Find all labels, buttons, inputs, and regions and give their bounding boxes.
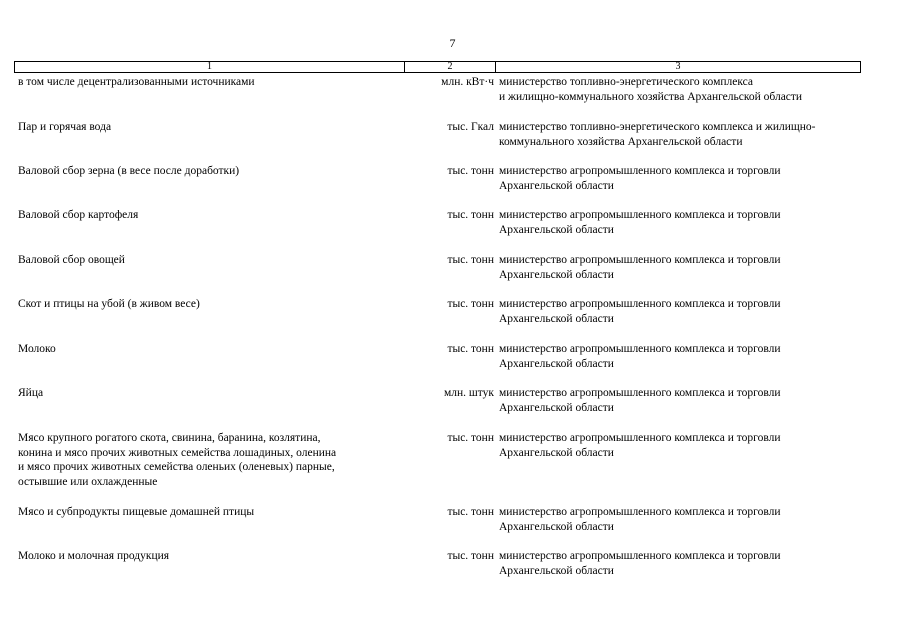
row-name: Скот и птицы на убой (в живом весе) [18, 298, 200, 310]
row-source: министерство агропромышленного комплекса и торговли Архангельской области [499, 432, 781, 459]
row-source: министерство агропромышленного комплекса и торговли Архангельской области [499, 254, 781, 281]
row-source: министерство агропромышленного комплекса и торговли Архангельской области [499, 298, 781, 325]
row-source: министерство агропромышленного комплекса и торговли Архангельской области [499, 343, 781, 370]
row-unit: тыс. тонн [447, 209, 494, 221]
row-unit: млн. штук [444, 387, 494, 399]
row-source: министерство агропромышленного комплекса и торговли Архангельской области [499, 165, 781, 192]
row-unit: тыс. Гкал [447, 121, 494, 133]
row-unit: тыс. тонн [447, 506, 494, 518]
row-name: Валовой сбор картофеля [18, 209, 139, 221]
row-unit: тыс. тонн [447, 298, 494, 310]
row-unit: тыс. тонн [447, 254, 494, 266]
row-unit: млн. кВт·ч [441, 76, 494, 88]
row-unit: тыс. тонн [447, 165, 494, 177]
row-name: Молоко и молочная продукция [18, 550, 170, 562]
row-name: Молоко [18, 343, 56, 355]
row-unit: тыс. тонн [447, 343, 494, 355]
row-source: министерство топливно-энергетического комплекса и жилищно-коммунального хозяйства Архангельской области [499, 76, 803, 103]
row-name: Валовой сбор зерна (в весе после доработки) [18, 165, 240, 177]
row-unit: тыс. тонн [447, 432, 494, 444]
row-name: Пар и горячая вода [18, 121, 112, 133]
page-number: 7 [449, 36, 456, 50]
row-name: Мясо и субпродукты пищевые домашней птицы [18, 506, 255, 518]
header-col-1: 1 [15, 62, 405, 72]
row-source: министерство агропромышленного комплекса и торговли Архангельской области [499, 506, 781, 533]
row-source: министерство топливно-энергетического комплекса и жилищно- коммунального хозяйства Архангельской области [499, 121, 816, 148]
row-source: министерство агропромышленного комплекса и торговли Архангельской области [499, 387, 781, 414]
row-name: Мясо крупного рогатого скота, свинина, баранина, козлятина, конина и мясо прочих животных семейства лошадиных, оленина и мясо прочих животных семейства оленьих (оленевых) парные, остывшие или охлажденные [18, 432, 337, 488]
header-col-2: 2 [405, 62, 496, 72]
row-name: Яйца [18, 387, 44, 399]
row-name: в том числе децентрализованными источниками [18, 76, 255, 88]
row-source: министерство агропромышленного комплекса и торговли Архангельской области [499, 209, 781, 236]
row-source: министерство агропромышленного комплекса и торговли Архангельской области [499, 550, 781, 577]
table-header [14, 61, 861, 73]
row-unit: тыс. тонн [447, 550, 494, 562]
header-col-3: 3 [675, 61, 681, 72]
row-name: Валовой сбор овощей [18, 254, 125, 266]
